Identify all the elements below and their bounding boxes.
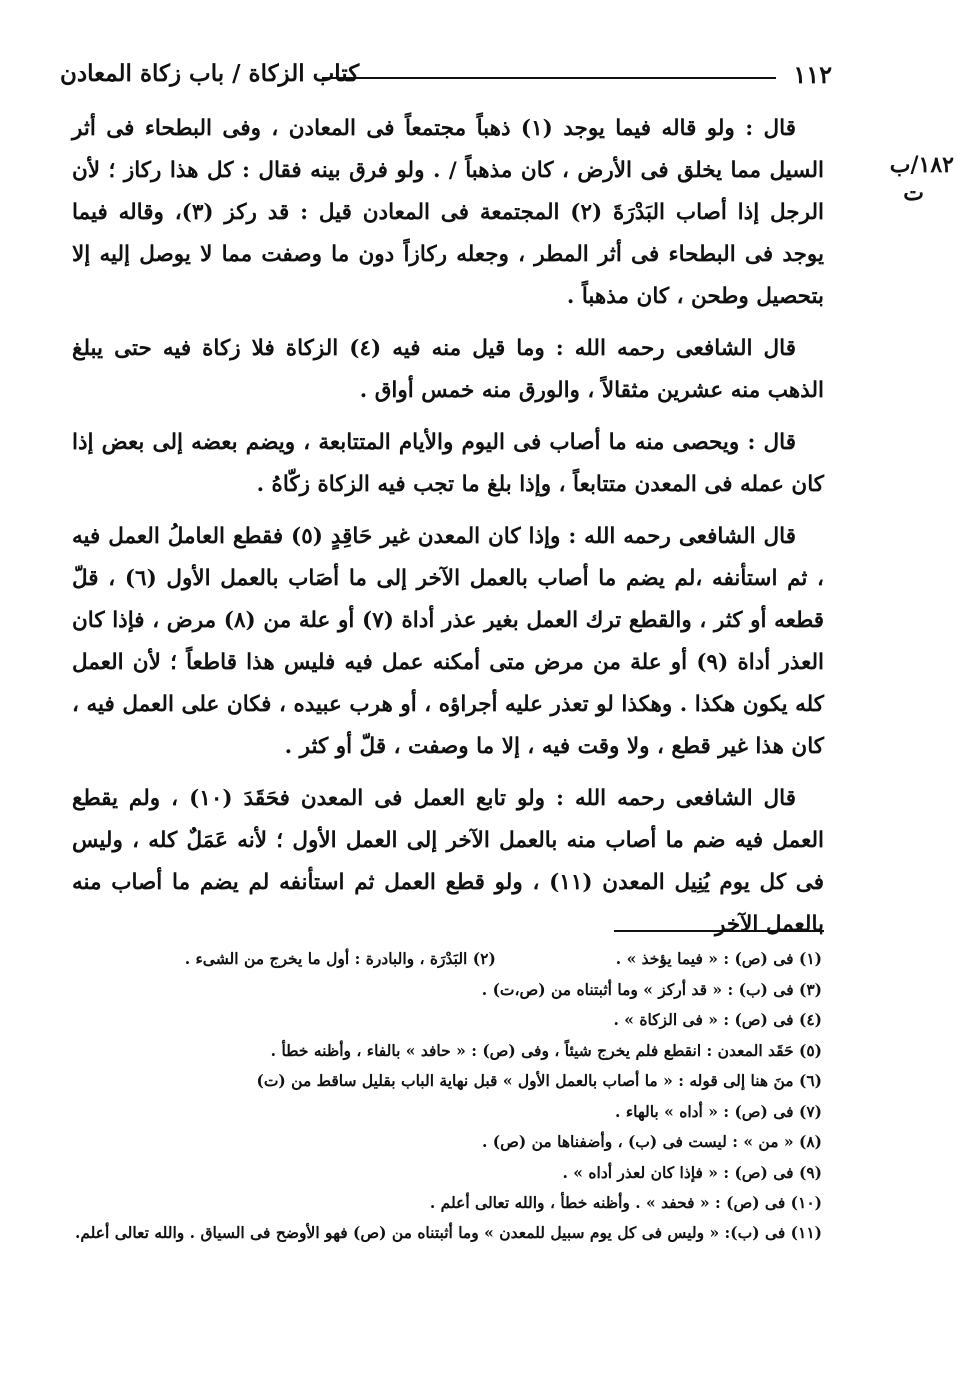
footnote: (٦) منَ هنا إلى قوله : « ما أصاب بالعمل الأول » قبل نهاية الباب بقليل ساقط من (ت) [256,1071,822,1090]
paragraph-text: رحمه الله : ولو تابع العمل فى المعدن فحَقَدَ (١٠) ، ولم يقطع العمل فيه ضم ما أصاب منه بالعمل الآخر إلى العمل الأول ؛ لأنه عَمَلٌ كله ، وليس فى كل يوم يُنِيل المعدن (١١) ، ولو قطع العمل ثم استأنفه لم يضم ما أصاب منه بالعمل الآخر [72,786,825,937]
paragraph-text: : ويحصى منه ما أصاب فى اليوم والأيام المتتابعة ، ويضم بعضه إلى بعض إذا كان عمله فى المعدن متتابعاً ، وإذا بلغ ما تجب فيه الزكاة زكّاهُ . [72,430,824,497]
folio-reference: ١٨٢/ب [889,152,954,178]
paragraph-lead: قال الشافعى [675,786,796,811]
paragraph-lead: قال [763,116,796,141]
manuscript-siglum: ت [903,180,924,206]
footnote: (٤) فى (ص) : « فى الزكاة » . [613,1010,822,1029]
paragraph-text: رحمه الله : وإذا كان المعدن غير حَاقِدٍ (٥) فقطع العاملُ العمل فيه ، ثم استأنفه ،لم يضم ما أصاب بالعمل الآخر إلى ما أصَاب بالعمل الأول (٦) ، قلّ قطعه أو كثر ، والقطع ترك العمل بغير عذر أداة (٧) أو علة من (٨) مرض ، فإذا كان العذر أداة (٩) أو علة من مرض متى أمكنه عمل فيه فليس هذا قاطعاً ؛ لأن العمل كله يكون هكذا . وهكذا لو تعذر عليه أجراؤه ، أو هرب عبيده ، فكان على العمل فيه ، كان هذا غير قطع ، ولا وقت فيه ، إلا ما وصفت ، قلّ أو كثر . [72,524,824,759]
footnotes [60,944,822,1247]
footnote: (٣) فى (ب) : « قد أركز » وما أثبتناه من (ص،ت) . [481,979,822,999]
footnote-separator [614,930,824,932]
running-title: كتاب الزكاة / باب زكاة المعادن [60,60,360,87]
paragraph [72,422,824,506]
paragraph-lead: قال الشافعى [678,524,797,549]
footnote: (١٠) فى (ص) : « فحفد » . وأظنه خطأ ، والله تعالى أعلم . [429,1193,822,1212]
paragraph [72,778,824,946]
paragraph-text: : ولو قاله فيما يوجد (١) ذهباً مجتمعاً فى المعادن ، وفى البطحاء فى أثر السيل مما يخلق فى الأرض ، كان مذهباً / . ولو فرق بينه فقال : كل هذا ركاز ؛ لأن الرجل إذا أصاب البَدْرَةَ (٢) المجتمعة فى المعادن قيل : قد ركز (٣)، وقاله فيما يوجد فى البطحاء فى أثر المطر ، وجعله ركازاً دون ما وصفت مما لا يوصل إليه إلا بتحصيل وطحن ، كان مذهباً . [72,116,824,309]
paragraph-lead: قال [763,430,796,455]
paragraph [72,108,824,318]
footnote: (١١) فى (ب): « وليس فى كل يوم سبيل للمعدن » وما أثبتناه من (ص) فهو الأوضح فى السياق . والله تعالى أعلم. [74,1222,822,1242]
main-text [72,108,824,956]
footnote-row [60,944,822,975]
footnote: (٩) فى (ص) : « فإذا كان لعذر أداه » . [562,1162,822,1182]
paragraph-text: رحمه الله : وما قيل منه فيه (٤) الزكاة فلا زكاة فيه حتى يبلغ الذهب منه عشرين مثقالاً ، والورق منه خمس أواق . [72,336,824,403]
page-number: ١١٢ [793,60,832,89]
paragraph [72,328,824,412]
running-header [60,58,832,98]
footnote: (٥) حَقَد المعدن : انقطع فلم يخرج شيئاً ، وفى (ص) : « حافد » بالفاء ، وأظنه خطأ . [270,1040,822,1060]
header-rule [322,77,776,79]
footnote: (٨) « من » : ليست فى (ب) ، وأضفناها من (ص) . [482,1132,822,1151]
paragraph [72,516,824,768]
paragraph-lead: قال الشافعى [675,336,797,361]
manuscript-folio-reference [842,152,954,206]
footnote: (٧) فى (ص) : « أداه » بالهاء . [615,1101,822,1121]
footnote: (١) فى (ص) : « فيما يؤخذ » . [615,949,822,968]
footnote: (٢) البَدْرَة ، والبادرة : أول ما يخرج من الشىء . [184,949,496,968]
